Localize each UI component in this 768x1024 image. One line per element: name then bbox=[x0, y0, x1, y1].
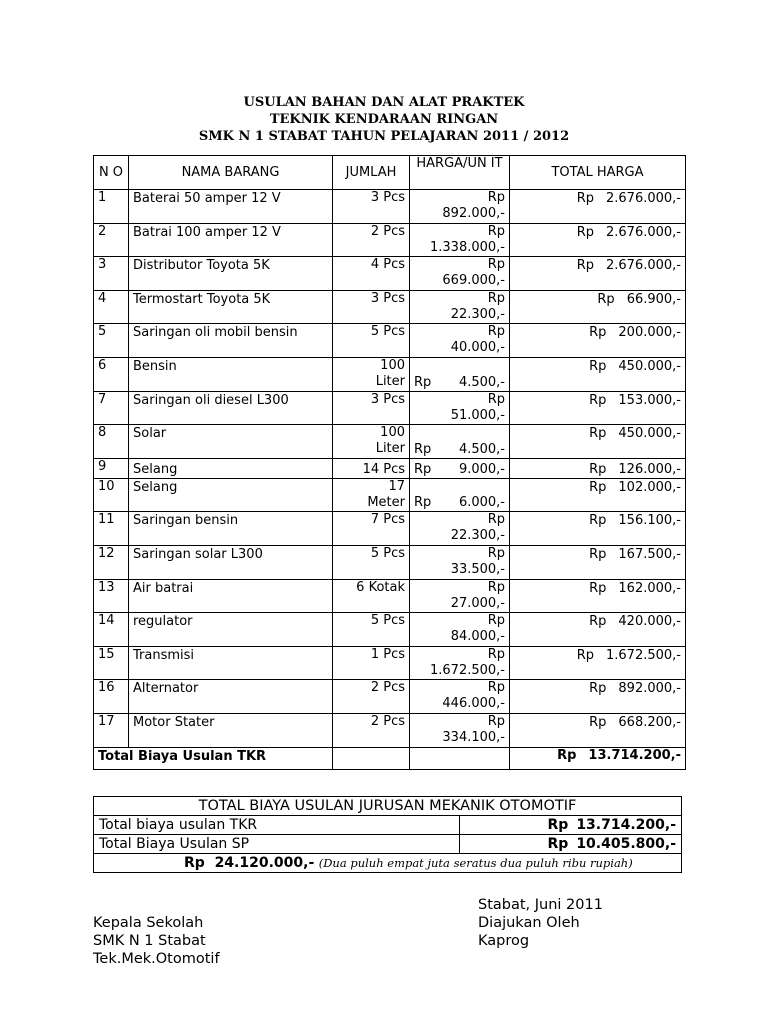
row-jumlah: 5 Pcs bbox=[333, 324, 410, 358]
row-harga-value: 892.000,- bbox=[442, 206, 505, 221]
row-total-value: 2.676.000,- bbox=[606, 224, 681, 240]
row-harga-value: 1.672.500,- bbox=[430, 662, 505, 678]
row-jumlah: 7 Pcs bbox=[333, 512, 410, 546]
row-no: 9 bbox=[94, 458, 129, 478]
row-jumlah bbox=[333, 425, 410, 459]
row-total-harga bbox=[510, 425, 686, 459]
row-total-harga bbox=[510, 324, 686, 358]
total-empty-harga bbox=[410, 747, 510, 769]
row-harga-unit bbox=[410, 478, 510, 512]
table-row bbox=[94, 680, 686, 714]
row-harga-currency: Rp bbox=[487, 223, 505, 239]
row-harga-unit bbox=[410, 713, 510, 747]
row-total-value: 450.000,- bbox=[618, 426, 681, 442]
row-nama-barang: Solar bbox=[129, 425, 333, 459]
table-row bbox=[94, 579, 686, 613]
row-jumlah-amount: 100 bbox=[380, 357, 405, 373]
row-total-currency: Rp bbox=[589, 461, 607, 477]
items-table bbox=[93, 155, 686, 770]
row-jumlah: 4 Pcs bbox=[333, 257, 410, 291]
row-total-harga bbox=[510, 545, 686, 579]
row-total-value: 167.500,- bbox=[618, 546, 681, 562]
row-total-currency: Rp bbox=[597, 291, 615, 307]
row-nama-barang: Baterai 50 amper 12 V bbox=[129, 190, 333, 224]
row-nama-barang: Selang bbox=[129, 478, 333, 512]
row-nama-barang: Motor Stater bbox=[129, 713, 333, 747]
table-row bbox=[94, 545, 686, 579]
row-no: 5 bbox=[94, 324, 129, 358]
row-total-currency: Rp bbox=[589, 325, 607, 341]
row-jumlah-unit: Meter bbox=[367, 494, 405, 510]
row-total-currency: Rp bbox=[589, 614, 607, 630]
row-total-value: 2.676.000,- bbox=[606, 258, 681, 274]
row-total-value: 162.000,- bbox=[618, 580, 681, 596]
row-total-harga bbox=[510, 579, 686, 613]
row-total-currency: Rp bbox=[589, 392, 607, 408]
row-harga-value: 33.500,- bbox=[450, 561, 505, 577]
row-total-currency: Rp bbox=[589, 546, 607, 562]
row-total-currency: Rp bbox=[576, 258, 594, 274]
submitted-by: Diajukan Oleh bbox=[478, 915, 580, 931]
row-no: 1 bbox=[94, 190, 129, 224]
row-jumlah: 5 Pcs bbox=[333, 545, 410, 579]
row-total-harga bbox=[510, 357, 686, 391]
row-no: 7 bbox=[94, 391, 129, 425]
summary-tkr-row bbox=[94, 816, 682, 835]
signature-left bbox=[93, 914, 220, 968]
row-total-currency: Rp bbox=[589, 426, 607, 442]
row-harga-value: 446.000,- bbox=[442, 696, 505, 712]
row-total-currency: Rp bbox=[589, 681, 607, 697]
title-line-3: SMK N 1 STABAT TAHUN PELAJARAN 2011 / 2012 bbox=[198, 129, 570, 144]
row-nama-barang: Distributor Toyota 5K bbox=[129, 257, 333, 291]
row-jumlah bbox=[333, 357, 410, 391]
row-nama-barang: Saringan solar L300 bbox=[129, 545, 333, 579]
summary-sp-value-cell bbox=[460, 835, 682, 854]
row-total-value: 66.900,- bbox=[626, 291, 681, 307]
row-jumlah-amount: 100 bbox=[380, 425, 405, 441]
row-total-currency: Rp bbox=[589, 513, 607, 529]
row-harga-value: 51.000,- bbox=[450, 407, 505, 423]
row-harga-value: 27.000,- bbox=[450, 595, 505, 611]
items-table-body bbox=[94, 190, 686, 748]
row-total-harga bbox=[510, 512, 686, 546]
row-harga-currency: Rp bbox=[487, 512, 505, 528]
summary-sp-currency: Rp bbox=[547, 835, 569, 852]
row-no: 3 bbox=[94, 257, 129, 291]
row-harga-unit bbox=[410, 512, 510, 546]
table-row bbox=[94, 324, 686, 358]
row-harga-unit bbox=[410, 391, 510, 425]
summary-table bbox=[93, 796, 682, 873]
row-no: 13 bbox=[94, 579, 129, 613]
row-no: 15 bbox=[94, 646, 129, 680]
row-nama-barang: Batrai 100 amper 12 V bbox=[129, 223, 333, 257]
total-value: 13.714.200,- bbox=[588, 747, 681, 763]
row-nama-barang: regulator bbox=[129, 613, 333, 647]
row-harga-currency: Rp bbox=[487, 646, 505, 662]
row-total-harga bbox=[510, 613, 686, 647]
row-harga-value: 4.500,- bbox=[458, 374, 505, 390]
summary-tkr-value-cell bbox=[460, 816, 682, 835]
row-nama-barang: Selang bbox=[129, 458, 333, 478]
summary-sp-value: 10.405.800,- bbox=[576, 835, 677, 852]
row-harga-currency: Rp bbox=[487, 613, 505, 629]
row-harga-value: 1.338.000,- bbox=[430, 239, 505, 255]
row-total-harga bbox=[510, 223, 686, 257]
summary-tkr-value: 13.714.200,- bbox=[576, 816, 677, 833]
row-jumlah: 1 Pcs bbox=[333, 646, 410, 680]
row-total-value: 102.000,- bbox=[618, 479, 681, 495]
row-harga-unit bbox=[410, 425, 510, 459]
row-no: 10 bbox=[94, 478, 129, 512]
row-total-currency: Rp bbox=[576, 224, 594, 240]
department-name: Tek.Mek.Otomotif bbox=[93, 951, 220, 967]
summary-heading: TOTAL BIAYA USULAN JURUSAN MEKANIK OTOMOTIF bbox=[94, 797, 682, 816]
total-row bbox=[94, 747, 686, 769]
table-row bbox=[94, 646, 686, 680]
row-nama-barang: Termostart Toyota 5K bbox=[129, 290, 333, 324]
summary-sp-row bbox=[94, 835, 682, 854]
row-total-harga bbox=[510, 290, 686, 324]
total-empty-jumlah bbox=[333, 747, 410, 769]
row-nama-barang: Bensin bbox=[129, 357, 333, 391]
row-total-currency: Rp bbox=[589, 714, 607, 730]
row-total-value: 1.672.500,- bbox=[606, 647, 681, 663]
row-total-currency: Rp bbox=[589, 580, 607, 596]
table-row bbox=[94, 391, 686, 425]
total-value-cell bbox=[510, 747, 686, 769]
row-harga-unit bbox=[410, 257, 510, 291]
row-harga-currency: Rp bbox=[487, 391, 505, 407]
table-row bbox=[94, 223, 686, 257]
row-no: 6 bbox=[94, 357, 129, 391]
row-total-harga bbox=[510, 391, 686, 425]
row-harga-unit bbox=[410, 190, 510, 224]
row-total-value: 450.000,- bbox=[618, 358, 681, 374]
row-harga-unit bbox=[410, 646, 510, 680]
row-harga-unit bbox=[410, 223, 510, 257]
table-row bbox=[94, 290, 686, 324]
row-harga-unit bbox=[410, 290, 510, 324]
summary-grand-cell bbox=[94, 854, 682, 873]
row-harga-unit bbox=[410, 357, 510, 391]
row-jumlah: 2 Pcs bbox=[333, 680, 410, 714]
table-row bbox=[94, 357, 686, 391]
row-harga-value: 334.100,- bbox=[442, 729, 505, 745]
row-total-currency: Rp bbox=[576, 191, 594, 206]
summary-tkr-currency: Rp bbox=[547, 816, 569, 833]
row-harga-value: 4.500,- bbox=[458, 441, 505, 457]
header-total-harga: TOTAL HARGA bbox=[510, 156, 686, 190]
row-total-harga bbox=[510, 257, 686, 291]
row-harga-unit bbox=[410, 613, 510, 647]
row-harga-currency: Rp bbox=[414, 461, 432, 477]
row-no: 12 bbox=[94, 545, 129, 579]
row-harga-currency: Rp bbox=[414, 374, 432, 390]
row-harga-currency: Rp bbox=[487, 579, 505, 595]
row-total-harga bbox=[510, 458, 686, 478]
summary-tkr-label: Total biaya usulan TKR bbox=[94, 816, 460, 835]
row-harga-value: 6.000,- bbox=[458, 495, 505, 511]
summary-sp-label: Total Biaya Usulan SP bbox=[94, 835, 460, 854]
row-jumlah-amount: 17 bbox=[388, 478, 405, 494]
row-total-harga bbox=[510, 190, 686, 224]
row-no: 8 bbox=[94, 425, 129, 459]
row-no: 2 bbox=[94, 223, 129, 257]
table-header-row bbox=[94, 156, 686, 190]
table-row bbox=[94, 257, 686, 291]
row-jumlah: 3 Pcs bbox=[333, 391, 410, 425]
table-row bbox=[94, 425, 686, 459]
row-harga-value: 22.300,- bbox=[450, 528, 505, 544]
table-row bbox=[94, 512, 686, 546]
signature-right bbox=[478, 896, 603, 950]
header-nama-barang: NAMA BARANG bbox=[129, 156, 333, 190]
table-row bbox=[94, 190, 686, 224]
row-harga-value: 84.000,- bbox=[450, 629, 505, 645]
row-jumlah-unit: Liter bbox=[375, 441, 405, 457]
row-harga-currency: Rp bbox=[487, 257, 505, 273]
title-line-1: USULAN BAHAN DAN ALAT PRAKTEK bbox=[243, 95, 525, 110]
row-harga-currency: Rp bbox=[487, 290, 505, 306]
total-currency: Rp bbox=[557, 747, 577, 763]
place-date: Stabat, Juni 2011 bbox=[478, 897, 603, 913]
header-no: N O bbox=[94, 156, 129, 190]
row-nama-barang: Saringan oli diesel L300 bbox=[129, 391, 333, 425]
row-total-harga bbox=[510, 478, 686, 512]
row-harga-unit bbox=[410, 545, 510, 579]
summary-grand-words: (Dua puluh empat juta seratus dua puluh ribu rupiah) bbox=[318, 855, 633, 870]
row-total-value: 153.000,- bbox=[618, 392, 681, 408]
row-nama-barang: Transmisi bbox=[129, 646, 333, 680]
row-harga-unit bbox=[410, 579, 510, 613]
row-no: 4 bbox=[94, 290, 129, 324]
header-jumlah: JUMLAH bbox=[333, 156, 410, 190]
row-jumlah: 5 Pcs bbox=[333, 613, 410, 647]
row-total-currency: Rp bbox=[589, 358, 607, 374]
headmaster-label: Kepala Sekolah bbox=[93, 915, 204, 931]
row-harga-unit bbox=[410, 324, 510, 358]
row-total-currency: Rp bbox=[576, 647, 594, 663]
summary-grand-currency: Rp bbox=[184, 854, 205, 871]
row-harga-unit bbox=[410, 680, 510, 714]
row-jumlah: 14 Pcs bbox=[333, 458, 410, 478]
kaprog-label: Kaprog bbox=[478, 933, 530, 949]
total-label: Total Biaya Usulan TKR bbox=[94, 747, 333, 769]
row-nama-barang: Saringan bensin bbox=[129, 512, 333, 546]
row-total-harga bbox=[510, 713, 686, 747]
row-jumlah: 3 Pcs bbox=[333, 190, 410, 224]
row-jumlah-unit: Liter bbox=[375, 373, 405, 389]
row-harga-currency: Rp bbox=[487, 713, 505, 729]
row-jumlah: 2 Pcs bbox=[333, 713, 410, 747]
row-harga-currency: Rp bbox=[487, 190, 505, 205]
row-total-value: 126.000,- bbox=[618, 461, 681, 477]
summary-grand-value: 24.120.000,- bbox=[214, 854, 315, 871]
row-total-value: 668.200,- bbox=[618, 714, 681, 730]
row-nama-barang: Saringan oli mobil bensin bbox=[129, 324, 333, 358]
row-no: 14 bbox=[94, 613, 129, 647]
row-harga-currency: Rp bbox=[487, 680, 505, 696]
document-title bbox=[0, 94, 768, 145]
row-total-harga bbox=[510, 680, 686, 714]
row-total-harga bbox=[510, 646, 686, 680]
row-no: 17 bbox=[94, 713, 129, 747]
table-row bbox=[94, 458, 686, 478]
row-harga-currency: Rp bbox=[487, 545, 505, 561]
school-name: SMK N 1 Stabat bbox=[93, 933, 206, 949]
row-total-value: 892.000,- bbox=[618, 681, 681, 697]
row-nama-barang: Alternator bbox=[129, 680, 333, 714]
title-line-2: TEKNIK KENDARAAN RINGAN bbox=[269, 112, 499, 127]
row-harga-value: 9.000,- bbox=[458, 461, 505, 477]
row-harga-value: 669.000,- bbox=[442, 273, 505, 289]
row-harga-unit bbox=[410, 458, 510, 478]
row-total-value: 200.000,- bbox=[618, 325, 681, 341]
row-harga-value: 40.000,- bbox=[450, 340, 505, 356]
row-total-currency: Rp bbox=[589, 479, 607, 495]
row-jumlah bbox=[333, 478, 410, 512]
table-row bbox=[94, 613, 686, 647]
table-row bbox=[94, 478, 686, 512]
row-harga-currency: Rp bbox=[414, 441, 432, 457]
row-jumlah: 2 Pcs bbox=[333, 223, 410, 257]
row-jumlah: 6 Kotak bbox=[333, 579, 410, 613]
row-harga-currency: Rp bbox=[487, 324, 505, 340]
summary-heading-row bbox=[94, 797, 682, 816]
header-harga-unit: HARGA/UN IT bbox=[410, 156, 510, 190]
row-nama-barang: Air batrai bbox=[129, 579, 333, 613]
row-total-value: 156.100,- bbox=[618, 513, 681, 529]
row-jumlah: 3 Pcs bbox=[333, 290, 410, 324]
row-harga-currency: Rp bbox=[414, 495, 432, 511]
row-total-value: 420.000,- bbox=[618, 614, 681, 630]
row-no: 11 bbox=[94, 512, 129, 546]
table-row bbox=[94, 713, 686, 747]
row-harga-value: 22.300,- bbox=[450, 306, 505, 322]
summary-grand-row bbox=[94, 854, 682, 873]
row-no: 16 bbox=[94, 680, 129, 714]
row-total-value: 2.676.000,- bbox=[606, 191, 681, 206]
